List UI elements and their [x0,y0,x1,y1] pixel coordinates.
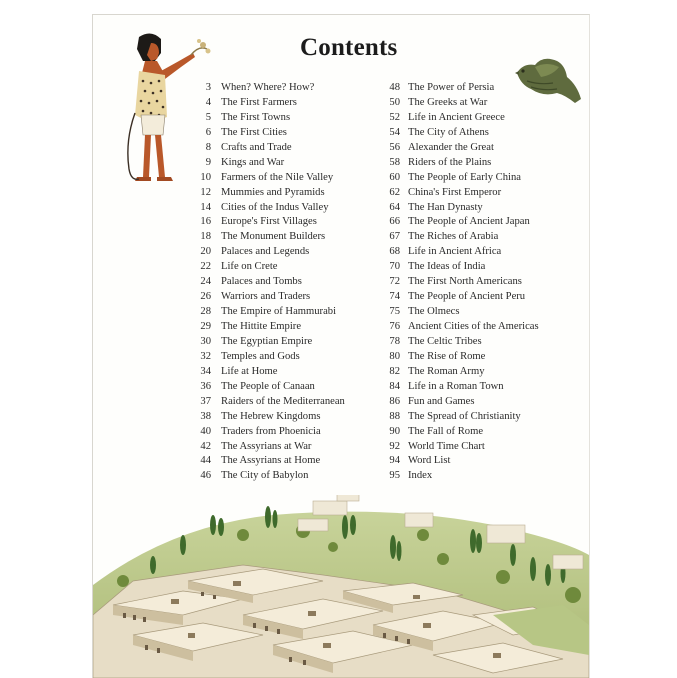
page-number: 34 [200,365,211,377]
entry-title: Raiders of the Mediterranean [221,395,345,407]
page-number: 88 [389,410,400,422]
toc-entry[interactable] [376,365,539,380]
entry-title: Word List [408,455,451,467]
entry-title: The Power of Persia [408,82,495,93]
page-number: 64 [389,201,400,213]
toc-entry[interactable] [376,201,539,216]
page-number: 75 [389,306,400,318]
page-number: 78 [389,335,400,347]
page-number: 9 [205,156,211,168]
toc-entry[interactable] [376,380,539,395]
entry-title: The People of Canaan [221,380,315,392]
page-number: 36 [200,380,211,392]
page-number: 6 [205,126,211,138]
entry-title: The Olmecs [408,306,460,318]
page-number: 37 [200,395,211,407]
toc-entry[interactable] [376,245,539,260]
toc-entry[interactable] [189,171,345,186]
entry-title: The City of Babylon [221,470,309,482]
page-number: 56 [389,141,400,153]
page-number: 70 [389,261,400,273]
entry-title: The Egyptian Empire [221,335,313,347]
toc-entry[interactable] [376,410,539,425]
entry-title: Mummies and Pyramids [221,186,325,198]
entry-title: The Celtic Tribes [408,335,482,347]
page-number: 5 [205,111,211,123]
toc-entry[interactable] [189,141,345,156]
entry-title: The Roman Army [408,365,485,377]
toc-entry[interactable] [376,81,539,96]
contents-page [92,14,590,678]
toc-entry[interactable] [376,230,539,245]
entry-title: Farmers of the Nile Valley [221,171,334,183]
toc-entry[interactable] [189,425,345,440]
entry-title: The Greeks at War [408,96,488,108]
page-number: 60 [389,171,400,183]
toc-entry[interactable] [189,290,345,305]
toc-entry[interactable] [189,365,345,380]
toc-entry[interactable] [376,454,539,469]
page-number: 92 [389,440,400,452]
toc-entry[interactable] [189,275,345,290]
page-number: 52 [389,111,400,123]
toc-entry[interactable] [189,395,345,410]
page-number: 72 [389,276,400,288]
toc-entry[interactable] [376,395,539,410]
page-number: 74 [389,291,400,303]
page-number: 22 [200,261,211,273]
page-number: 28 [200,306,211,318]
page-number: 58 [389,156,400,168]
entry-title: The Assyrians at War [221,440,312,452]
toc-entry[interactable] [189,410,345,425]
entry-title: Alexander the Great [408,141,494,153]
toc-entry[interactable] [189,81,345,96]
entry-title: Index [408,470,433,482]
page-number: 95 [389,470,400,482]
page-number: 20 [200,246,211,258]
toc-entry[interactable] [189,126,345,141]
entry-title: The First North Americans [408,276,522,288]
page-number: 62 [389,186,400,198]
page-number: 29 [200,321,211,332]
entry-title: The First Towns [221,111,291,123]
toc-entry[interactable] [376,186,539,201]
entry-title: Temples and Gods [221,350,300,362]
entry-title: The Han Dynasty [408,201,483,213]
entry-title: The City of Athens [408,126,489,138]
toc-entry[interactable] [189,230,345,245]
toc-entry[interactable] [189,454,345,469]
entry-title: Life on Crete [221,261,278,273]
entry-title: China's First Emperor [408,186,502,198]
entry-title: The Riches of Arabia [408,231,499,243]
page-number: 30 [200,335,211,347]
page-number: 26 [200,291,211,303]
toc-entry[interactable] [189,260,345,275]
page-number: 14 [200,201,211,213]
toc-entry[interactable] [189,186,345,201]
entry-title: Life in a Roman Town [408,380,504,392]
page-number: 86 [389,395,400,407]
entry-title: The People of Early China [408,171,521,183]
entry-title: Fun and Games [408,395,475,407]
toc-entry[interactable] [376,350,539,365]
entry-title: World Time Chart [408,440,485,452]
toc-entry[interactable] [376,171,539,186]
toc-entry[interactable] [376,260,539,275]
toc-entry[interactable] [189,380,345,395]
entry-title: Riders of the Plains [408,156,492,168]
toc-entry[interactable] [376,141,539,156]
toc-entry[interactable] [189,215,345,230]
page-number: 50 [389,96,400,108]
page-number: 84 [389,380,400,392]
entry-title: Life in Ancient Greece [408,111,505,123]
entry-title: The Fall of Rome [408,425,484,437]
page-number: 68 [389,246,400,258]
entry-title: The Spread of Christianity [408,410,521,422]
toc-entry[interactable] [376,290,539,305]
entry-title: The First Farmers [221,96,297,108]
toc-entry[interactable] [189,320,345,335]
toc-entry[interactable] [376,111,539,126]
entry-title: When? Where? How? [221,82,315,93]
page-number: 82 [389,365,400,377]
page-number: 40 [200,425,211,437]
toc-entry[interactable] [189,245,345,260]
page-number: 18 [200,231,211,243]
entry-title: The Hittite Empire [221,321,302,332]
entry-title: The Monument Builders [221,231,326,243]
page-number: 10 [200,171,211,183]
page-number: 44 [200,455,211,467]
entry-title: Ancient Cities of the Americas [408,321,539,332]
page-number: 90 [389,425,400,437]
entry-title: The People of Ancient Peru [408,291,526,303]
entry-title: Kings and War [221,156,285,168]
toc-entry[interactable] [376,469,539,484]
toc-entry[interactable] [189,156,345,171]
page-number: 54 [389,126,400,138]
page-number: 24 [200,276,211,288]
entry-title: The Hebrew Kingdoms [221,410,321,422]
toc-entry[interactable] [376,126,539,141]
entry-title: Traders from Phoenicia [221,425,321,437]
page-number: 32 [200,350,211,362]
page-number: 3 [205,82,211,93]
entry-title: The Assyrians at Home [221,455,321,467]
toc-entry[interactable] [376,96,539,111]
entry-title: Life in Ancient Africa [408,246,502,258]
toc-entry[interactable] [189,201,345,216]
toc-entry[interactable] [376,335,539,350]
toc-entry[interactable] [189,111,345,126]
toc-entry[interactable] [376,425,539,440]
entry-title: Crafts and Trade [221,141,292,153]
page-number: 66 [389,216,400,228]
page-number: 94 [389,455,400,467]
toc-entry[interactable] [189,305,345,320]
entry-title: Cities of the Indus Valley [221,201,329,213]
toc-entry[interactable] [189,335,345,350]
entry-title: Palaces and Legends [221,246,310,258]
toc-entry[interactable] [376,440,539,455]
contents-right-column [376,81,539,484]
page-number: 38 [200,410,211,422]
page-number: 46 [200,470,211,482]
toc-entry[interactable] [189,350,345,365]
page-title: Contents [300,34,398,61]
entry-title: The Ideas of India [408,261,486,273]
toc-entry[interactable] [376,305,539,320]
entry-title: The People of Ancient Japan [408,216,530,228]
page-number: 67 [389,231,400,243]
entry-title: Europe's First Villages [221,216,317,228]
page-number: 4 [205,96,211,108]
page-number: 12 [200,186,211,198]
toc-entry[interactable] [189,440,345,455]
page-number: 76 [389,321,400,332]
entry-title: Life at Home [221,365,278,377]
page-number: 80 [389,350,400,362]
page-number: 42 [200,440,211,452]
toc-entry[interactable] [376,320,539,335]
toc-entry[interactable] [376,215,539,230]
entry-title: Palaces and Tombs [221,276,302,288]
toc-entry[interactable] [376,156,539,171]
entry-title: The Empire of Hammurabi [221,306,337,318]
toc-entry[interactable] [189,96,345,111]
entry-title: Warriors and Traders [221,291,311,303]
toc-entry[interactable] [376,275,539,290]
entry-title: The First Cities [221,126,287,138]
page-number: 48 [389,82,400,93]
contents-left-column [189,81,345,484]
palace-city-illustration [93,495,589,678]
entry-title: The Rise of Rome [408,350,486,362]
page-number: 8 [205,141,211,153]
toc-entry[interactable] [189,469,345,484]
page-number: 16 [200,216,211,228]
